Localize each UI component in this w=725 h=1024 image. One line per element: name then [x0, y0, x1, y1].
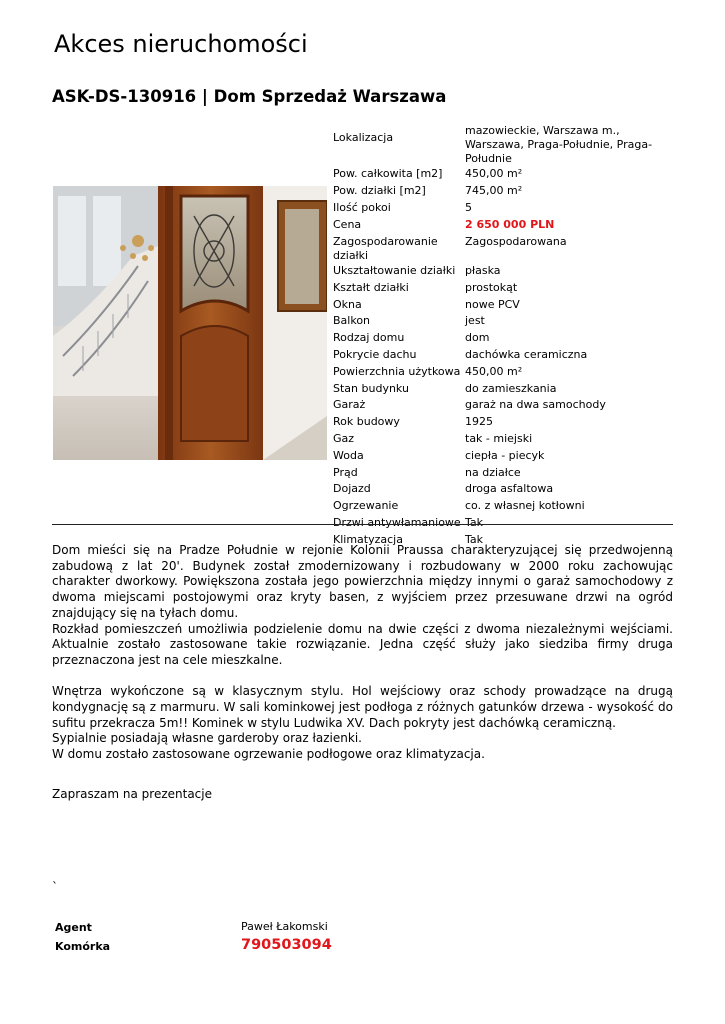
- detail-row-lokalizacja: [333, 124, 678, 166]
- detail-row-prad: [333, 464, 678, 481]
- detail-label: Klimatyzacja: [333, 532, 403, 546]
- detail-value: Tak: [465, 515, 484, 529]
- description-paragraph: W domu zostało zastosowane ogrzewanie podłogowe oraz klimatyzacja.: [52, 747, 485, 762]
- detail-row-rok-budowy: [333, 414, 678, 431]
- detail-value: droga asfaltowa: [465, 482, 554, 496]
- agent-name: Paweł Łakomski: [241, 920, 328, 933]
- detail-label: Pow. całkowita [m2]: [333, 167, 443, 181]
- detail-value: dom: [465, 331, 490, 345]
- detail-row-okna: [333, 296, 678, 313]
- detail-row-balkon: [333, 313, 678, 330]
- detail-value: na działce: [465, 465, 521, 479]
- detail-value: garaż na dwa samochody: [465, 398, 606, 412]
- detail-label: Balkon: [333, 314, 371, 328]
- details-table: [333, 124, 678, 548]
- detail-value: Zagospodarowana: [465, 234, 567, 248]
- description-paragraph: Sypialnie posiadają własne garderoby oraz łazienki.: [52, 731, 362, 746]
- detail-label: Lokalizacja: [333, 131, 394, 144]
- detail-value: prostokąt: [465, 280, 518, 294]
- detail-row-dojazd: [333, 481, 678, 498]
- agent-label: Agent: [55, 921, 92, 934]
- detail-row-cena: [333, 216, 678, 233]
- detail-value: 5: [465, 200, 472, 214]
- detail-label: Dojazd: [333, 482, 371, 496]
- detail-label: Ogrzewanie: [333, 499, 399, 513]
- detail-value: Tak: [465, 532, 484, 546]
- detail-value: 1925: [465, 415, 493, 429]
- invite-text: Zapraszam na prezentacje: [52, 787, 212, 801]
- detail-value: nowe PCV: [465, 297, 520, 311]
- detail-row-pokrycie-dachu: [333, 347, 678, 364]
- detail-label: Garaż: [333, 398, 366, 412]
- detail-row-zagospodarowanie: [333, 233, 678, 262]
- detail-row-powierzchnia-uzytkowa: [333, 363, 678, 380]
- detail-row-woda: [333, 447, 678, 464]
- detail-row-pow-dzialki: [333, 183, 678, 200]
- description-paragraph: Rozkład pomieszczeń umożliwia podzielenie domu na dwie części z dwoma niezależnymi wejściami. Aktualnie zostało zastosowane takie rozwiązanie. Jedna część służy jako siedziba firmy druga przeznaczona jest na cele mieszkalne.: [52, 621, 673, 667]
- detail-value: mazowieckie, Warszawa m., Warszawa, Praga-Południe, Praga-Południe: [465, 124, 653, 165]
- listing-title: ASK-DS-130916 | Dom Sprzedaż Warszawa: [52, 87, 447, 106]
- detail-label: Cena: [333, 217, 362, 231]
- detail-label: Ukształtowanie działki: [333, 263, 456, 277]
- detail-label: Stan budynku: [333, 381, 409, 395]
- detail-label: Drzwi antywłamaniowe: [333, 515, 461, 529]
- detail-value: 745,00 m²: [465, 184, 523, 198]
- detail-value: co. z własnej kotłowni: [465, 499, 585, 513]
- detail-label: Gaz: [333, 431, 355, 445]
- section-divider: [52, 524, 673, 525]
- detail-row-ogrzewanie: [333, 498, 678, 515]
- detail-value: ciepła - piecyk: [465, 448, 545, 462]
- detail-label: Rodzaj domu: [333, 331, 405, 345]
- detail-label: Ilość pokoi: [333, 200, 391, 214]
- stray-mark: `: [52, 880, 58, 894]
- detail-value: 450,00 m²: [465, 167, 523, 181]
- detail-row-rodzaj-domu: [333, 330, 678, 347]
- detail-label: Woda: [333, 448, 364, 462]
- detail-value: dachówka ceramiczna: [465, 347, 588, 361]
- detail-value: płaska: [465, 263, 501, 277]
- detail-row-uksztaltowanie: [333, 263, 678, 280]
- detail-value: do zamieszkania: [465, 381, 557, 395]
- detail-label: Pokrycie dachu: [333, 347, 417, 361]
- detail-label: Zagospodarowanie działki: [333, 234, 438, 262]
- description: [52, 543, 673, 763]
- detail-value: tak - miejski: [465, 431, 533, 445]
- description-gap: [52, 669, 673, 685]
- detail-label: Prąd: [333, 465, 358, 479]
- detail-row-ilosc-pokoi: [333, 200, 678, 217]
- phone-number[interactable]: 790503094: [241, 937, 332, 953]
- price-value: 2 650 000 PLN: [465, 217, 555, 231]
- phone-label: Komórka: [55, 940, 111, 953]
- brand-title: Akces nieruchomości: [54, 30, 308, 58]
- detail-row-pow-calkowita: [333, 166, 678, 183]
- detail-label: Rok budowy: [333, 415, 400, 429]
- detail-label: Okna: [333, 297, 362, 311]
- property-photo: [53, 186, 327, 460]
- detail-row-drzwi: [333, 515, 678, 532]
- description-paragraph: Wnętrza wykończone są w klasycznym stylu. Hol wejściowy oraz schody prowadzące na drugą kondygnację są z marmuru. W sali kominkowej jest podłoga z różnych gatunków drzewa - wysokość do sufitu przekracza 5m!! Kominek w stylu Ludwika XV. Dach pokryty jest dachówką ceramiczną.: [52, 684, 673, 730]
- detail-label: Powierzchnia użytkowa: [333, 364, 461, 378]
- detail-row-stan-budynku: [333, 380, 678, 397]
- detail-label: Kształt działki: [333, 280, 409, 294]
- description-paragraph: Dom mieści się na Pradze Południe w rejonie Kolonii Praussa charakteryzującej się przedwojenną zabudową z lat 20'. Budynek został zmodernizowany i rozbudowany w 2000 roku zachowując charakter dworkowy. Powiększona została jego powierzchnia między innymi o garaż samochodowy z dwoma miejscami postojowymi oraz kryty basen, z wyjściem przez przesuwane drzwi na ogród znajdujący się na tyłach domu.: [52, 543, 673, 620]
- detail-value: jest: [465, 314, 485, 328]
- detail-value: 450,00 m²: [465, 364, 523, 378]
- detail-row-ksztalt: [333, 279, 678, 296]
- detail-row-garaz: [333, 397, 678, 414]
- detail-label: Pow. działki [m2]: [333, 184, 426, 198]
- detail-row-gaz: [333, 431, 678, 448]
